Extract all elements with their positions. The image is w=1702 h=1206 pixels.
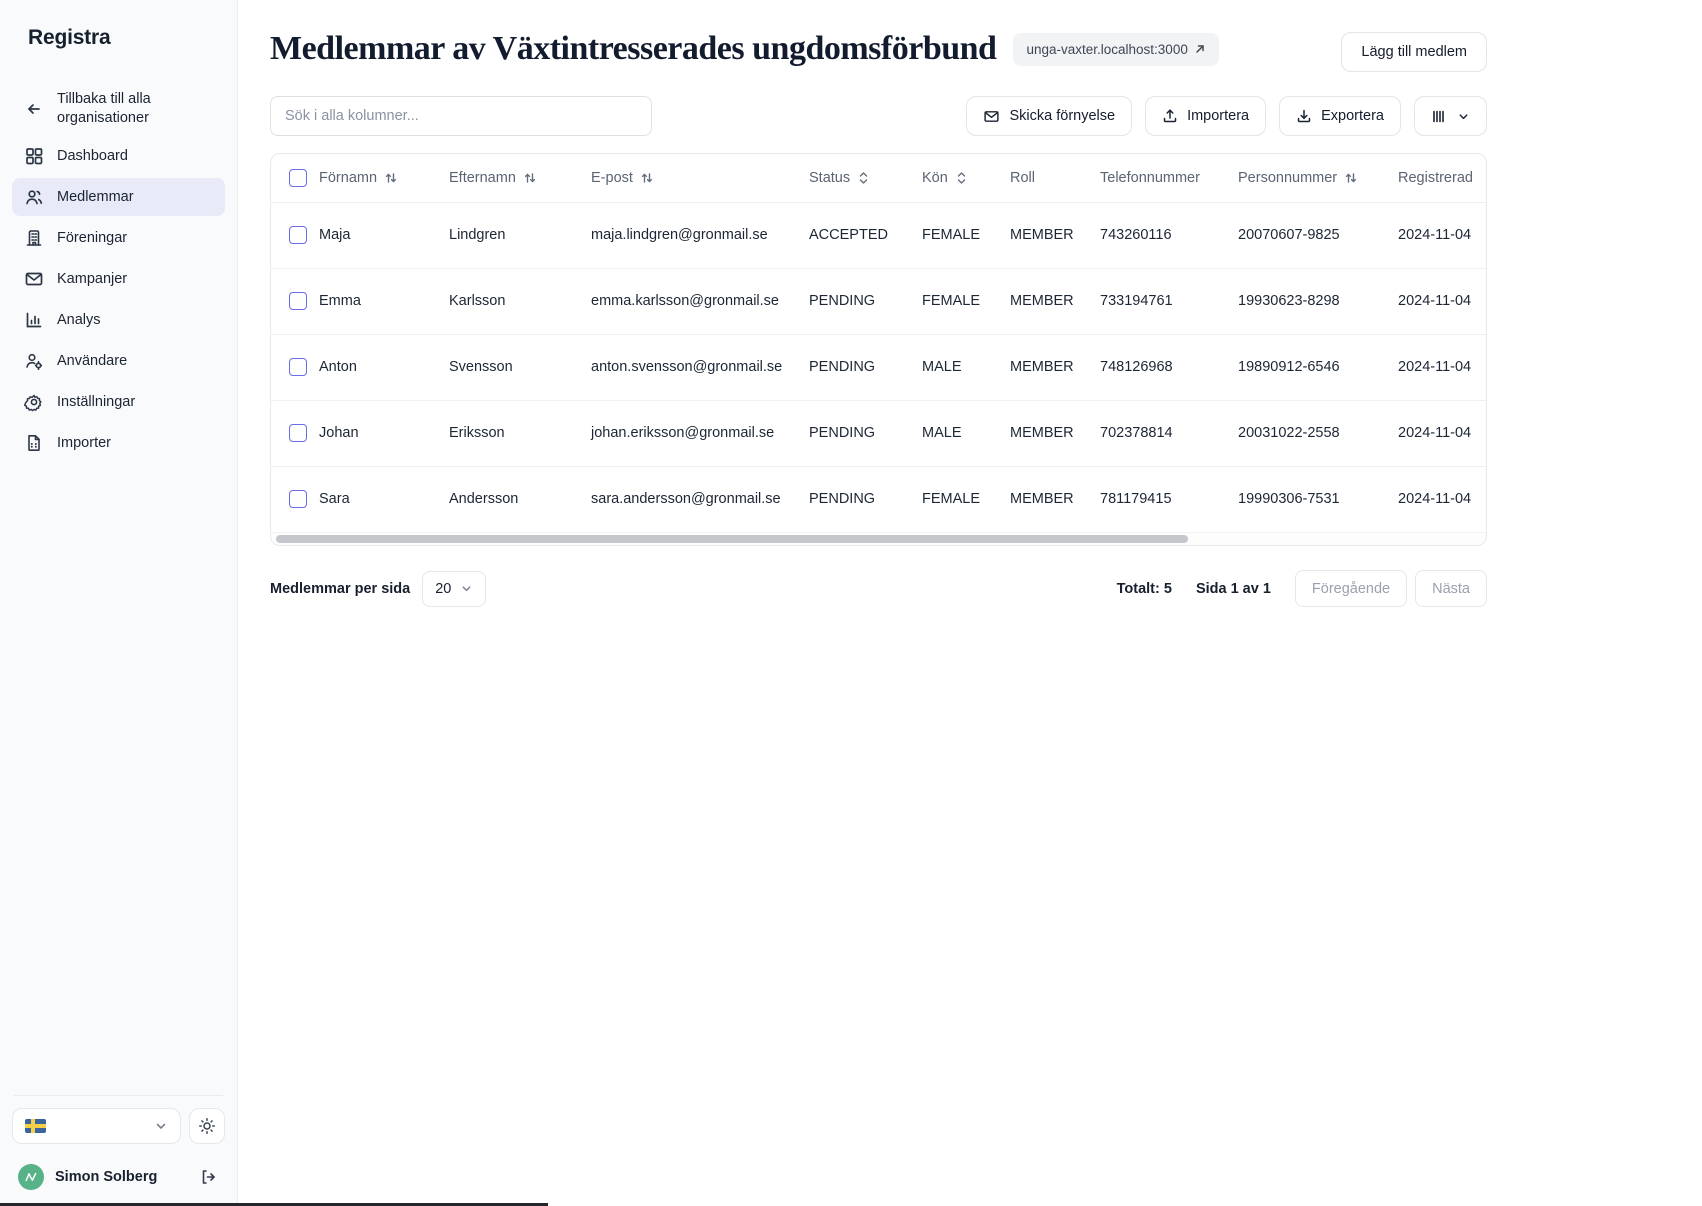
external-link-icon: [1194, 43, 1206, 55]
sort-arrows-icon: [523, 171, 537, 185]
sun-icon: [198, 1117, 216, 1135]
cell-registered: 2024-11-04: [1398, 491, 1472, 508]
table-row[interactable]: [271, 202, 1487, 268]
sidebar-footer: [0, 1095, 237, 1206]
download-icon: [1296, 108, 1312, 124]
cell-personal-number: 20031022-2558: [1230, 400, 1390, 466]
table-row[interactable]: [271, 334, 1487, 400]
cell-email: johan.eriksson@gronmail.se: [583, 400, 801, 466]
cell-registered: 2024-11-04: [1390, 268, 1487, 334]
row-checkbox[interactable]: [289, 292, 307, 310]
horizontal-scrollbar[interactable]: [271, 532, 1486, 545]
column-label: Efternamn: [449, 169, 516, 186]
send-renewal-button[interactable]: [966, 96, 1132, 136]
sidebar-item-analytics[interactable]: [12, 301, 225, 339]
cell-email: anton.svensson@gronmail.se: [583, 334, 801, 400]
gear-icon: [24, 392, 44, 412]
cell-last-name: Karlsson: [441, 268, 583, 334]
dashboard-icon: [24, 146, 44, 166]
cell-gender: FEMALE: [922, 491, 981, 508]
chevron-down-icon: [154, 1119, 168, 1133]
cell-email: sara.andersson@gronmail.se: [591, 491, 781, 508]
sidebar-item-dashboard[interactable]: [12, 137, 225, 175]
sort-arrows-icon: [640, 171, 654, 185]
users-icon: [24, 187, 44, 207]
per-page-select[interactable]: [422, 571, 486, 607]
language-select[interactable]: [12, 1108, 181, 1144]
row-checkbox[interactable]: [289, 424, 307, 442]
cell-status: PENDING: [809, 491, 876, 508]
column-label: Roll: [1010, 169, 1035, 186]
cell-role: MEMBER: [1010, 491, 1074, 508]
cell-status: PENDING: [801, 268, 914, 334]
main-content: [238, 0, 1702, 1206]
chevron-down-icon: [1457, 110, 1470, 123]
sidebar: [0, 0, 238, 1206]
cell-email: maja.lindgren@gronmail.se: [583, 202, 801, 268]
members-table: [271, 154, 1487, 532]
cell-role: MEMBER: [1002, 202, 1092, 268]
user-gear-icon: [24, 351, 44, 371]
table-row[interactable]: [271, 466, 1487, 532]
column-header-registered[interactable]: [1390, 154, 1487, 202]
column-label: Förnamn: [319, 169, 378, 186]
sidebar-item-label: Inställningar: [57, 393, 136, 410]
swedish-flag-icon: [25, 1119, 46, 1133]
import-button[interactable]: [1145, 96, 1266, 136]
column-label: Kön: [922, 169, 948, 186]
chevron-down-icon: [460, 582, 473, 595]
sidebar-item-label: Tillbaka till alla organisationer: [57, 91, 151, 126]
per-page-value: 20: [435, 580, 452, 597]
table-row[interactable]: [271, 400, 1487, 466]
column-header-first-name[interactable]: [311, 154, 441, 202]
cell-last-name: Lindgren: [441, 202, 583, 268]
cell-status: ACCEPTED: [801, 202, 914, 268]
column-header-status[interactable]: [801, 154, 914, 202]
next-page-button[interactable]: Nästa: [1415, 570, 1487, 607]
column-header-last-name[interactable]: [441, 154, 583, 202]
sidebar-item-associations[interactable]: [12, 219, 225, 257]
mail-icon: [983, 108, 1000, 125]
cell-status: PENDING: [801, 334, 914, 400]
button-label: Exportera: [1321, 108, 1384, 124]
sidebar-item-label: Medlemmar: [57, 188, 134, 205]
logout-icon[interactable]: [199, 1168, 221, 1186]
cell-registered: 2024-11-04: [1390, 400, 1487, 466]
domain-badge[interactable]: [1013, 33, 1218, 66]
row-checkbox[interactable]: [289, 226, 307, 244]
table-row[interactable]: [271, 268, 1487, 334]
column-header-personal-number[interactable]: [1230, 154, 1390, 202]
cell-personal-number: 20070607-9825: [1230, 202, 1390, 268]
column-label: Personnummer: [1238, 169, 1338, 186]
user-name: Simon Solberg: [55, 1169, 158, 1185]
domain-badge-text: unga-vaxter.localhost:3000: [1026, 41, 1188, 57]
sidebar-item-imports[interactable]: [12, 424, 225, 462]
sort-chevrons-icon: [955, 171, 968, 185]
add-member-button[interactable]: Lägg till medlem: [1341, 32, 1487, 72]
sidebar-item-label: Föreningar: [57, 229, 128, 246]
export-button[interactable]: [1279, 96, 1401, 136]
upload-icon: [1162, 108, 1178, 124]
cell-personal-number: 19890912-6546: [1230, 334, 1390, 400]
bar-chart-icon: [24, 310, 44, 330]
cell-gender: MALE: [914, 400, 1002, 466]
column-label: Telefonnummer: [1100, 169, 1200, 186]
sidebar-item-users[interactable]: [12, 342, 225, 380]
cell-role: MEMBER: [1002, 400, 1092, 466]
per-page-label: Medlemmar per sida: [270, 580, 411, 597]
cell-status: PENDING: [801, 400, 914, 466]
file-icon: [24, 433, 44, 453]
sidebar-item-back-to-organisations[interactable]: [12, 84, 225, 134]
column-header-email[interactable]: [583, 154, 801, 202]
table-header-row: [271, 154, 1487, 202]
cell-gender: FEMALE: [914, 268, 1002, 334]
cell-last-name: Andersson: [449, 491, 519, 508]
column-header-role[interactable]: [1002, 154, 1092, 202]
cell-personal-number: 19930623-8298: [1230, 268, 1390, 334]
button-label: Importera: [1187, 108, 1250, 124]
column-header-phone[interactable]: [1092, 154, 1230, 202]
cell-registered: 2024-11-04: [1390, 334, 1487, 400]
sort-chevrons-icon: [857, 171, 870, 185]
total-count: Totalt: 5: [1116, 580, 1172, 597]
cell-personal-number: 19990306-7531: [1238, 491, 1340, 508]
cell-registered: 2024-11-04: [1390, 202, 1487, 268]
row-checkbox[interactable]: [289, 490, 307, 508]
cell-phone: 733194761: [1092, 268, 1230, 334]
column-label: Registrerad: [1398, 169, 1473, 186]
cell-last-name: Svensson: [441, 334, 583, 400]
avatar: [18, 1164, 44, 1190]
search-input[interactable]: [270, 96, 652, 136]
members-table-card: [270, 153, 1487, 546]
button-label: Skicka förnyelse: [1009, 108, 1116, 124]
brand-logo: Registra: [28, 26, 111, 49]
cell-phone: 781179415: [1100, 491, 1172, 508]
sidebar-item-campaigns[interactable]: [12, 260, 225, 298]
cell-phone: 702378814: [1092, 400, 1230, 466]
cell-phone: 743260116: [1092, 202, 1230, 268]
sidebar-item-label: Användare: [57, 352, 128, 369]
mail-icon: [24, 269, 44, 289]
cell-gender: MALE: [914, 334, 1002, 400]
sidebar-item-label: Analys: [57, 311, 101, 328]
row-checkbox[interactable]: [289, 358, 307, 376]
page-title: Medlemmar av Växtintresserades ungdomsförbund: [270, 30, 997, 67]
cell-gender: FEMALE: [914, 202, 1002, 268]
column-header-gender[interactable]: [914, 154, 1002, 202]
columns-icon: [1431, 109, 1446, 124]
page-indicator: Sida 1 av 1: [1195, 580, 1271, 597]
cell-first-name: Anton: [311, 334, 441, 400]
cell-last-name: Eriksson: [441, 400, 583, 466]
sort-arrows-icon: [384, 171, 398, 185]
cell-first-name: Emma: [311, 268, 441, 334]
cell-first-name: Johan: [311, 400, 441, 466]
divider: [14, 1095, 223, 1096]
sidebar-item-label: Kampanjer: [57, 270, 128, 287]
sidebar-item-members[interactable]: [12, 178, 225, 216]
sidebar-item-settings[interactable]: [12, 383, 225, 421]
sort-arrows-icon: [1344, 171, 1358, 185]
theme-toggle-button[interactable]: [189, 1108, 225, 1144]
arrow-left-icon: [24, 99, 44, 119]
select-all-checkbox[interactable]: [289, 169, 307, 187]
column-label: Status: [809, 169, 851, 186]
previous-page-button[interactable]: Föregående: [1295, 570, 1407, 607]
sidebar-nav: [0, 50, 237, 462]
cell-role: MEMBER: [1002, 334, 1092, 400]
column-label: E-post: [591, 169, 633, 186]
column-visibility-button[interactable]: [1414, 96, 1487, 136]
cell-role: MEMBER: [1002, 268, 1092, 334]
building-icon: [24, 228, 44, 248]
cell-email: emma.karlsson@gronmail.se: [583, 268, 801, 334]
user-menu[interactable]: [12, 1164, 225, 1192]
cell-first-name: Maja: [311, 202, 441, 268]
sidebar-item-label: Dashboard: [57, 147, 128, 164]
cell-first-name: Sara: [319, 491, 350, 508]
cell-phone: 748126968: [1092, 334, 1230, 400]
scrollbar-thumb[interactable]: [276, 535, 1188, 543]
sidebar-item-label: Importer: [57, 434, 111, 451]
